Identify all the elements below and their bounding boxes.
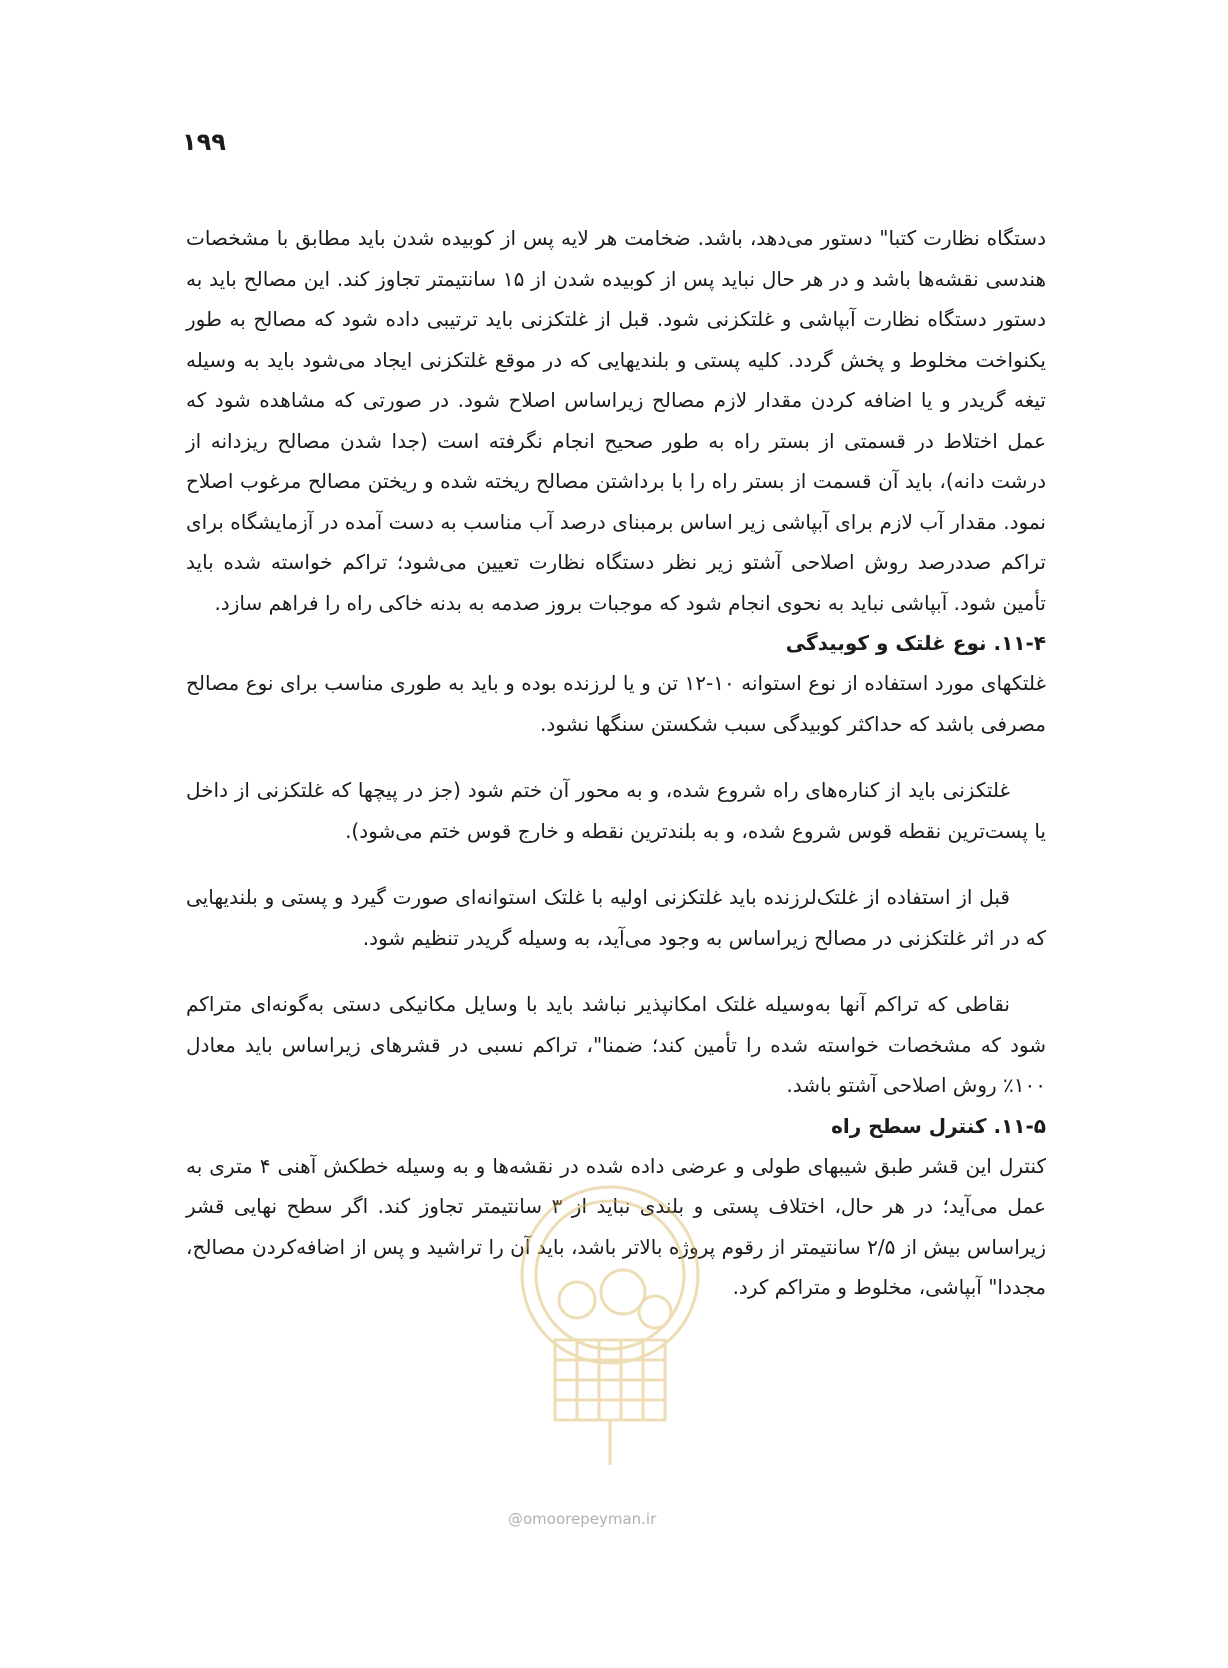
page-number: ۱۹۹	[182, 128, 226, 156]
body-paragraph: غلتکزنی باید از کناره‌های راه شروع شده، و به محور آن ختم شود (جز در پیچها که غلتکزنی از داخل یا پست‌ترین نقطه قوس شروع شده، و به بلندترین نقطه و خارج قوس ختم می‌شود).	[186, 778, 1046, 843]
section-heading-roller-type: ۱۱-۴. نوع غلتک و کوبیدگی	[785, 631, 1046, 655]
body-paragraph: کنترل این قشر طبق شیبهای طولی و عرضی داده شده در نقشه‌ها و به وسیله خطکش آهنی ۴ متری به عمل می‌آید؛ در هر حال، اختلاف پستی و بلندی نباید از ۳ سانتیمتر تجاوز کند. اگر سطح نهایی قشر زیراساس بیش از ۲/۵ سانتیمتر از رقوم پروژه بالاتر باشد، باید آن را تراشید و پس از اضافه‌کردن مصالح، مجددا" آبپاشی، مخلوط و متراکم کرد.	[186, 1153, 1047, 1299]
section-heading-surface-control: ۱۱-۵. کنترل سطح راه	[831, 1113, 1046, 1138]
page-body	[186, 218, 1046, 1308]
body-paragraph: نقاطی که تراکم آنها به‌وسیله غلتک امکانپذیر نباشد باید با وسایل مکانیکی دستی به‌گونه‌ای متراکم شود که مشخصات خواسته شده را تأمین کند؛ ضمنا"، تراکم نسبی در قشرهای زیراساس باید معادل ۱۰۰٪ روش اصلاحی آشتو باشد.	[186, 992, 1046, 1097]
body-paragraph: دستگاه نظارت کتبا" دستور می‌دهد، باشد. ضخامت هر لایه پس از کوبیده شدن باید مطابق با مشخصات هندسی نقشه‌ها باشد و در هر حال نباید پس از کوبیده شدن از ۱۵ سانتیمتر تجاوز کند. این مصالح باید به دستور دستگاه نظارت آبپاشی و غلتکزنی شود. قبل از غلتکزنی باید ترتیبی داده شود که مصالح به طور یکنواخت مخلوط و پخش گردد. کلیه پستی و بلندیهایی که در موقع غلتکزنی ایجاد می‌شود باید به وسیله تیغه گریدر و یا اضافه کردن مقدار لازم مصالح زیراساس اصلاح شود. در صورتی که مشاهده شود که عمل اختلاط در قسمتی از بستر راه به طور صحیح انجام نگرفته است (جدا شدن مصالح ریزدانه از درشت دانه)، باید آن قسمت از بستر راه را با برداشتن مصالح ریخته شده و ریختن مصالح مرغوب اصلاح نمود. مقدار آب لازم برای آبپاشی زیر اساس برمبنای درصد آب مناسب به دست آمده در آزمایشگاه برای تراکم صددرصد روش اصلاحی آشتو زیر نظر دستگاه نظارت تعیین می‌شود؛ تراکم خواسته شده باید تأمین شود. آبپاشی نباید به نحوی انجام شود که موجبات بروز صدمه به بدنه خاکی راه را فراهم سازد.	[186, 226, 1046, 615]
watermark-url: @omoorepeyman.ir	[508, 1510, 657, 1528]
body-paragraph: غلتکهای مورد استفاده از نوع استوانه ۱۰-۱۲ تن و یا لرزنده بوده و باید به طوری مناسب برای نوع مصالح مصرفی باشد که حداکثر کوبیدگی سبب شکستن سنگها نشود.	[186, 671, 1047, 736]
body-paragraph: قبل از استفاده از غلتک‌لرزنده باید غلتکزنی اولیه با غلتک استوانه‌ای صورت گیرد و پستی و بلندیهایی که در اثر غلتکزنی در مصالح زیراساس به وجود می‌آید، به وسیله گریدر تنظیم شود.	[186, 885, 1046, 950]
